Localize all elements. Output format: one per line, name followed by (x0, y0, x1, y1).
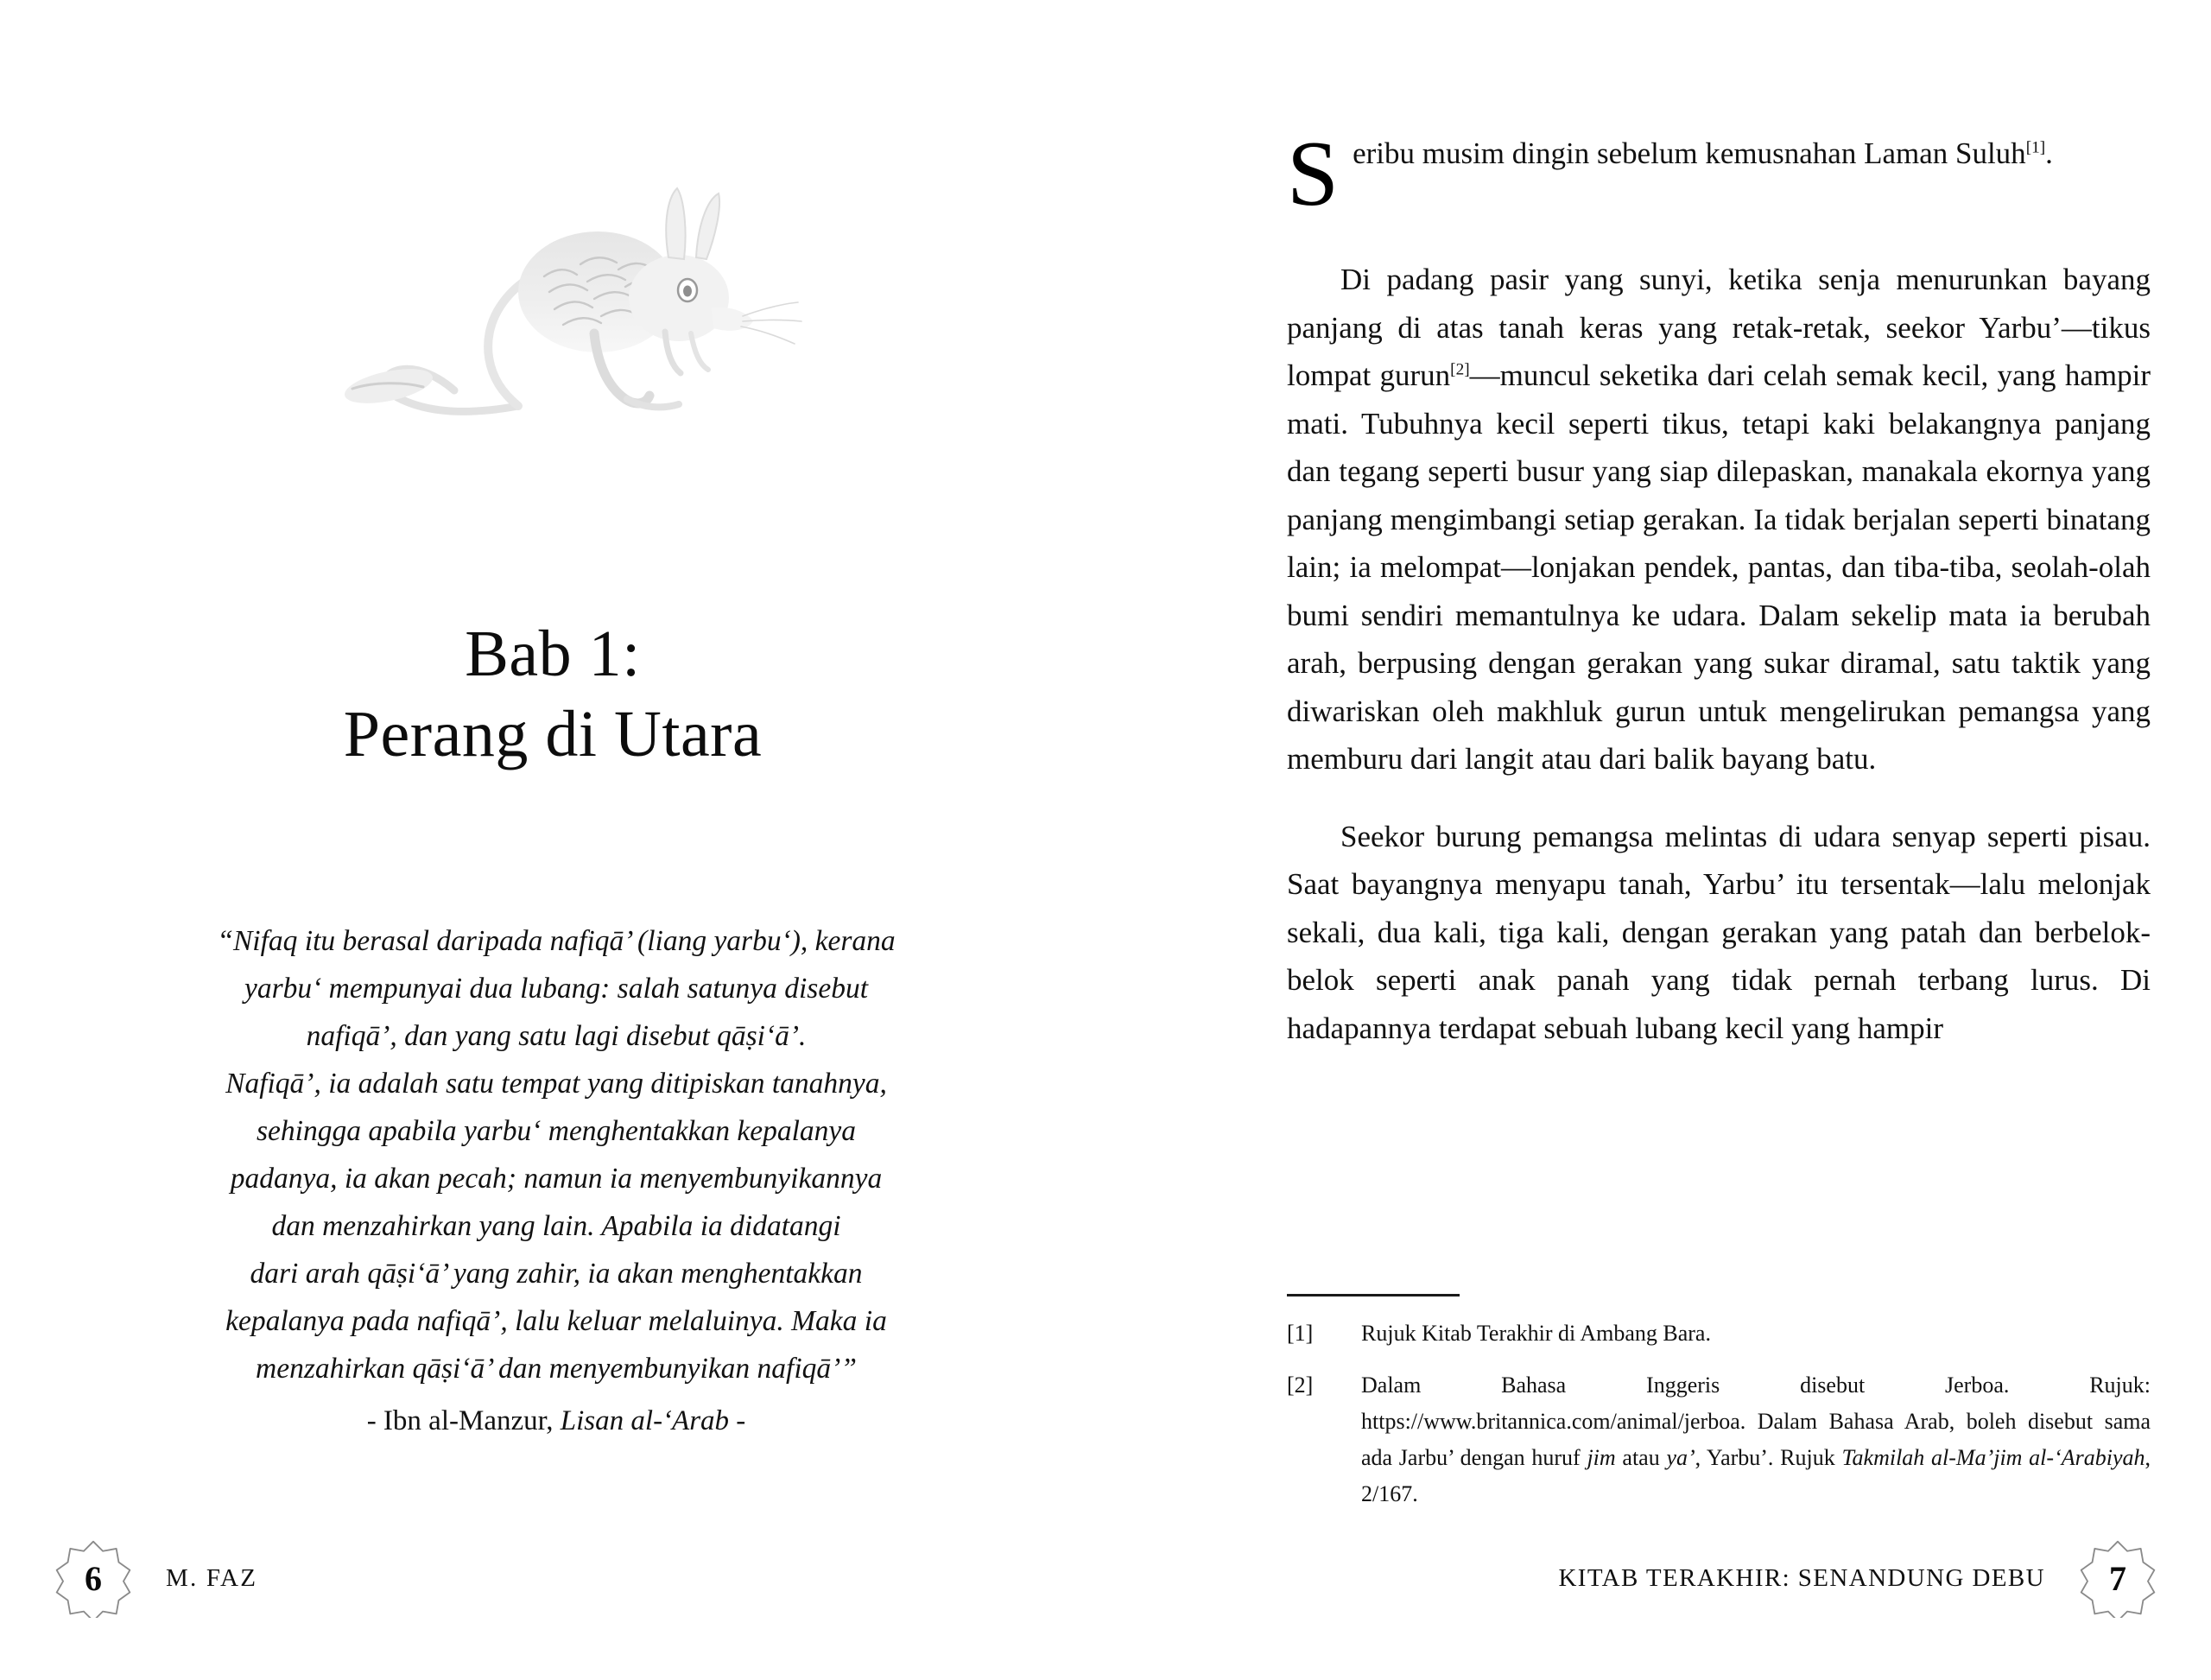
quote-attribution-prefix: - Ibn al-Manzur, (366, 1405, 561, 1436)
footnote-1 (1287, 1315, 2151, 1352)
quote-line: nafiqā’, dan yang satu lagi disebut qāṣiʻā’. (306, 1020, 807, 1052)
page-number-badge-right (2078, 1538, 2157, 1618)
right-page-footer (1106, 1490, 2211, 1680)
quote-line: menzahirkan qāṣiʻā’ dan menyembunyikan nafiqā’” (256, 1353, 857, 1385)
running-head-title: KITAB TERAKHIR: SENANDUNG DEBU (1558, 1563, 2045, 1592)
quote-line: kepalanya pada nafiqā’, lalu keluar melaluinya. Maka ia (225, 1305, 887, 1337)
footnote-ref-2[interactable]: [2] (1450, 360, 1470, 379)
footnote-part: , Yarbu’. Rujuk (1695, 1445, 1842, 1470)
footnote-ref-1[interactable]: [1] (2025, 138, 2046, 157)
jerboa-illustration (259, 147, 812, 492)
right-page (1106, 0, 2211, 1680)
quote-line: Nafiqā’, ia adalah satu tempat yang ditipiskan tanahnya, (225, 1068, 887, 1100)
quote-line: padanya, ia akan pecah; namun ia menyembunyikannya (230, 1163, 883, 1195)
paragraph-predator (1287, 813, 2151, 1053)
page-number: 6 (85, 1558, 102, 1598)
footnote-separator-rule (1287, 1294, 1460, 1296)
paragraph-text-tail: —muncul seketika dari celah semak kecil, yang hampir mati. Tubuhnya kecil seperti tikus, tetapi kaki belakangnya panjang dan tegang seperti busur yang siap dilepaskan, manakala ekornya yang panjang mengimbangi setiap gerakan. Ia tidak berjalan seperti binatang lain; ia melompat—lonjakan pendek, pantas, dan tiba-tiba, seolah-olah bumi sendiri memantulnya ke udara. Dalam sekelip mata ia berubah arah, berpusing dengan gerakan yang sukar diramal, satu taktik yang diwariskan oleh makhluk gurun untuk mengelirukan pemangsa yang memburu dari langit atau dari balik bayang batu. (1287, 358, 2151, 776)
chapter-name: Perang di Utara (343, 698, 763, 771)
footnote-marker: [1] (1287, 1321, 1314, 1346)
footnote-part: Dalam Bahasa Inggeris disebut Jerboa. Rujuk: https://www.britannica.com/animal/jerboa. Dalam Bahasa Arab, boleh disebut sama ada Jarbu’ dengan huruf (1361, 1373, 2151, 1470)
left-page-footer (0, 1490, 1106, 1680)
chapter-title (86, 618, 1019, 771)
page-number: 7 (2109, 1558, 2126, 1598)
quote-line: dari arah qāṣiʻā’ yang zahir, ia akan menghentakkan (250, 1258, 863, 1290)
footnote-text: Rujuk Kitab Terakhir di Ambang Bara. (1361, 1321, 1711, 1346)
paragraph-desert (1287, 256, 2151, 783)
quote-attribution-suffix: - (729, 1405, 746, 1436)
chapter-number: Bab 1: (465, 618, 641, 690)
footnote-part: atau (1615, 1445, 1667, 1470)
quote-line: yarbuʻ mempunyai dua lubang: salah satunya disebut (244, 973, 869, 1005)
epigraph-quote (93, 917, 1019, 1445)
paragraph-text-tail: . (2045, 136, 2053, 170)
footnote-italic-jim: jim (1587, 1445, 1616, 1470)
drop-cap: S (1287, 123, 1340, 225)
paragraph-opening (1287, 123, 2151, 226)
footnote-italic-ya: ya’ (1666, 1445, 1695, 1470)
paragraph-text: Seekor burung pemangsa melintas di udara senyap seperti pisau. Saat bayangnya menyapu tanah, Yarbu’ itu tersentak—lalu melonjak sekali, dua kali, tiga kali, dengan gerakan yang patah dan berbelok-belok seperti anak panah yang tidak pernah terbang lurus. Di hadapannya terdapat sebuah lubang kecil yang hampir (1287, 819, 2151, 1045)
footnote-part: , 2/167. (1361, 1445, 2151, 1506)
running-head-author: M. FAZ (166, 1563, 258, 1592)
footnote-marker: [2] (1287, 1373, 1314, 1398)
page-number-badge-left (54, 1538, 133, 1618)
quote-attribution (93, 1398, 1019, 1445)
quote-attribution-work: Lisan al-ʻArab (560, 1405, 730, 1436)
quote-line: sehingga apabila yarbuʻ menghentakkan kepalanya (256, 1115, 857, 1147)
paragraph-text: Di padang pasir yang sunyi, ketika senja menurunkan bayang panjang di atas tanah keras yang retak-retak, seekor Yarbu’—tikus lompat gurun (1287, 263, 2151, 392)
quote-line: “Nifaq itu berasal daripada nafiqā’ (liang yarbuʻ), kerana (217, 925, 896, 957)
paragraph-text: eribu musim dingin sebelum kemusnahan Laman Suluh (1353, 136, 2026, 170)
quote-line: dan menzahirkan yang lain. Apabila ia didatangi (271, 1210, 841, 1242)
footnote-italic-title: Takmilah al-Ma’jim al-ʻArabiyah (1841, 1445, 2145, 1470)
body-text-column (1287, 123, 2151, 1052)
